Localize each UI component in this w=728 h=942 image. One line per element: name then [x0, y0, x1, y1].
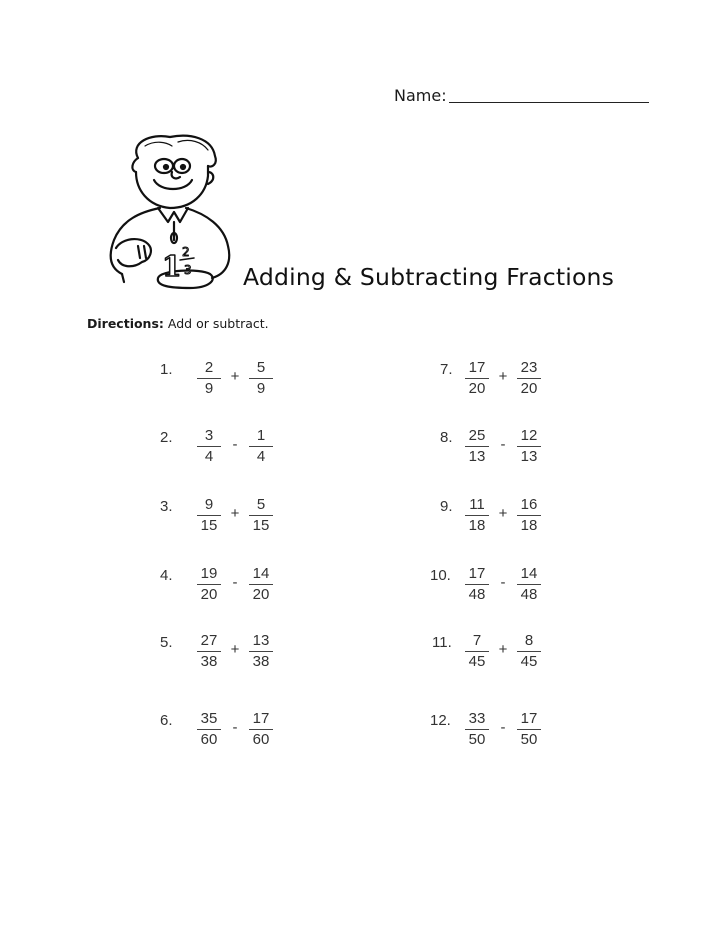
fraction-b: $\frac{5}{9}$ — [246, 360, 276, 397]
fraction-a: $\frac{7}{45}$ — [462, 633, 492, 670]
operator: + — [498, 505, 508, 522]
fraction-a: $\frac{2}{9}$ — [194, 360, 224, 397]
problem-11 — [432, 632, 544, 670]
fraction-b: $\frac{13}{38}$ — [246, 633, 276, 670]
fraction-a: $\frac{17}{20}$ — [462, 360, 492, 397]
operator: + — [230, 641, 240, 658]
fraction-a: $\frac{11}{18}$ — [462, 497, 492, 534]
svg-text:1: 1 — [162, 250, 182, 283]
operator: - — [500, 574, 506, 591]
fraction-b: $\frac{8}{45}$ — [514, 633, 544, 670]
problem-number: 1. — [160, 361, 173, 378]
problem-10 — [430, 565, 544, 603]
operator: - — [232, 574, 238, 591]
problem-number: 10. — [430, 567, 451, 584]
problem-number: 2. — [160, 429, 173, 446]
operator: - — [232, 436, 238, 453]
problem-2 — [160, 427, 276, 465]
problem-9 — [440, 496, 544, 534]
fraction-a: $\frac{25}{13}$ — [462, 428, 492, 465]
fraction-a: $\frac{17}{48}$ — [462, 566, 492, 603]
directions — [87, 316, 269, 331]
operator: - — [500, 719, 506, 736]
fraction-b: $\frac{17}{50}$ — [514, 711, 544, 748]
problem-8 — [440, 427, 544, 465]
problem-number: 5. — [160, 634, 173, 651]
operator: + — [498, 641, 508, 658]
svg-text:3: 3 — [184, 263, 192, 277]
fraction-a: $\frac{35}{60}$ — [194, 711, 224, 748]
problem-number: 11. — [432, 634, 452, 651]
boy-clipart-icon — [100, 128, 245, 293]
directions-text: Add or subtract. — [167, 316, 269, 331]
fraction-b: $\frac{23}{20}$ — [514, 360, 544, 397]
worksheet-title: Adding & Subtracting Fractions — [243, 263, 615, 291]
name-label: Name: — [394, 86, 447, 105]
problem-number: 7. — [440, 361, 453, 378]
problem-4 — [160, 565, 276, 603]
fraction-b: $\frac{16}{18}$ — [514, 497, 544, 534]
problem-number: 6. — [160, 712, 173, 729]
operator: + — [498, 368, 508, 385]
problem-3 — [160, 496, 276, 534]
problem-number: 9. — [440, 498, 453, 515]
fraction-b: $\frac{14}{48}$ — [514, 566, 544, 603]
name-field[interactable] — [394, 86, 649, 105]
fraction-b: $\frac{17}{60}$ — [246, 711, 276, 748]
name-blank-line[interactable] — [449, 86, 649, 103]
problem-7 — [440, 359, 544, 397]
directions-label: Directions: — [87, 316, 164, 331]
fraction-b: $\frac{12}{13}$ — [514, 428, 544, 465]
fraction-b: $\frac{5}{15}$ — [246, 497, 276, 534]
fraction-a: $\frac{19}{20}$ — [194, 566, 224, 603]
svg-text:2: 2 — [182, 245, 190, 259]
problem-12 — [430, 710, 544, 748]
problem-1 — [160, 359, 276, 397]
operator: + — [230, 368, 240, 385]
fraction-a: $\frac{33}{50}$ — [462, 711, 492, 748]
fraction-a: $\frac{27}{38}$ — [194, 633, 224, 670]
fraction-b: $\frac{14}{20}$ — [246, 566, 276, 603]
problem-number: 12. — [430, 712, 451, 729]
problem-number: 4. — [160, 567, 173, 584]
operator: - — [232, 719, 238, 736]
problem-5 — [160, 632, 276, 670]
fraction-a: $\frac{9}{15}$ — [194, 497, 224, 534]
operator: - — [500, 436, 506, 453]
fraction-a: $\frac{3}{4}$ — [194, 428, 224, 465]
fraction-b: $\frac{1}{4}$ — [246, 428, 276, 465]
operator: + — [230, 505, 240, 522]
problem-number: 3. — [160, 498, 173, 515]
problem-6 — [160, 710, 276, 748]
problem-number: 8. — [440, 429, 453, 446]
